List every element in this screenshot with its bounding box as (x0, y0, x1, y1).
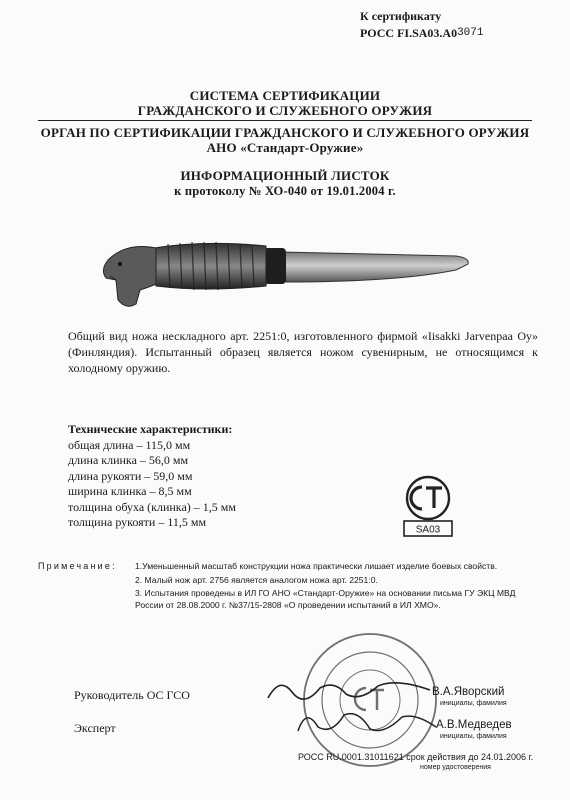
spec-item: длина рукояти – 59,0 мм (68, 468, 193, 483)
protocol-reference: к протоколу № ХО-040 от 19.01.2004 г. (174, 184, 396, 198)
registration-number: РОСС RU.0001.31011621 срок действия до 24.01.2006 г. (298, 752, 534, 762)
header-divider (38, 120, 532, 121)
knife-description (68, 328, 538, 376)
signatory-role-expert: Эксперт (74, 721, 116, 735)
signatory-role-head: Руководитель ОС ГСО (74, 688, 190, 702)
specs-title: Технические характеристики: (68, 422, 233, 436)
signatory-name-expert: А.В.Медведев (436, 719, 512, 731)
cert-ref-number: 3071 (457, 27, 484, 39)
organ-title-line1: ОРГАН ПО СЕРТИФИКАЦИИ ГРАЖДАНСКОГО И СЛУЖЕБНОГО ОРУЖИЯ (40, 125, 530, 140)
note-item: 1.Уменьшенный масштаб конструкции ножа практически лишает изделие боевых свойств. (135, 561, 498, 571)
spec-item: ширина клинка – 8,5 мм (68, 484, 192, 498)
description-line: Общий вид ножа нескладного арт. 2251:0, изготовленного фирмой «Iisakki (68, 329, 461, 343)
notes-label: Примечание: (38, 561, 117, 571)
notes-list (135, 561, 538, 613)
cert-ref-line1: К сертификату (360, 9, 442, 23)
knife-photo (96, 226, 476, 318)
signatory-caption: инициалы, фамилия (440, 733, 507, 740)
mark-code: SA03 (415, 524, 441, 536)
certificate-reference (360, 8, 483, 42)
cert-ref-code: РОСС FI.SA03.A0 (360, 26, 458, 40)
registration-caption: номер удостоверения (420, 764, 491, 771)
cert-ref-line2 (360, 25, 483, 42)
signatory-caption: инициалы, фамилия (440, 700, 507, 707)
spec-item: общая длина – 115,0 мм (68, 437, 191, 452)
organ-title-line2: АНО «Стандарт-Оружие» (206, 140, 364, 155)
signatory-name-head: В.А.Яворский (432, 686, 505, 698)
signature-1 (260, 672, 440, 706)
rst-conformity-mark (398, 474, 458, 538)
signature-2 (292, 705, 442, 739)
spec-item: толщина обуха (клинка) – 1,5 мм (68, 499, 236, 514)
spec-item: толщина рукояти – 11,5 мм (68, 515, 207, 529)
spec-item: длина клинка – 56,0 мм (68, 453, 189, 467)
description-line: Jarvenpaa Oy» (Финляндия). Испытанный образец является ножом сувенирным, не (68, 329, 538, 359)
description-line: относящимся к холодному оружию. (68, 345, 538, 375)
note-item: 3. Испытания проведены в ИЛ ГО АНО «Стандарт-Оружие» на основании письма ГУ ЭКЦ МВД России от 28.08.2000 г. №37/15-2808 «О проведении испытаний в ИЛ ХМО». (135, 588, 516, 610)
technical-specs (68, 422, 236, 531)
info-sheet-title: ИНФОРМАЦИОННЫЙ ЛИСТОК (180, 168, 390, 183)
note-item: 2. Малый нож арт. 2756 является аналогом ножа арт. 2251:0. (135, 574, 378, 585)
system-title-line2: ГРАЖДАНСКОГО И СЛУЖЕБНОГО ОРУЖИЯ (137, 103, 433, 118)
system-title-line1: СИСТЕМА СЕРТИФИКАЦИИ (189, 88, 381, 103)
